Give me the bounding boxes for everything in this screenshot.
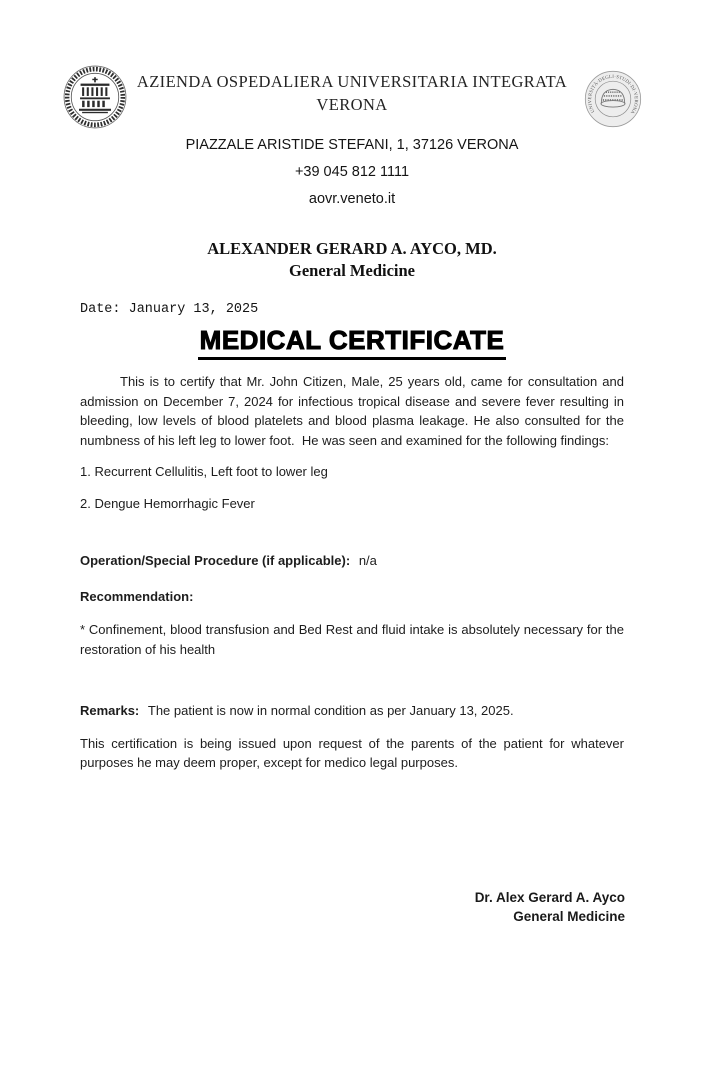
finding-item-1: 1. Recurrent Cellulitis, Left foot to lower leg bbox=[80, 464, 328, 479]
signatory-name: Dr. Alex Gerard A. Ayco bbox=[474, 890, 625, 905]
hospital-contact-block bbox=[80, 132, 624, 213]
remarks-text: The patient is now in normal condition as per January 13, 2025. bbox=[147, 703, 514, 718]
hospital-address: PIAZZALE ARISTIDE STEFANI, 1, 37126 VERONA bbox=[185, 137, 519, 153]
physician-block bbox=[80, 238, 624, 282]
remarks-line bbox=[80, 701, 624, 721]
operation-value: n/a bbox=[358, 553, 377, 568]
recommendation-line bbox=[80, 587, 624, 607]
certification-intro: This is to certify that Mr. John Citizen, Male, 25 years old, came for consultation and admission on December 7, 2024 for infectious tropical disease and severe fever resulting in bleeding, low levels of blood platelets and blood plasma leakage. He also consulted for the numbness of his left leg to lower foot. He was seen and examined for the following findings: bbox=[80, 374, 624, 448]
physician-name: ALEXANDER GERARD A. AYCO, MD. bbox=[207, 239, 497, 258]
recommendation-label: Recommendation: bbox=[80, 588, 194, 604]
hospital-name-block bbox=[80, 0, 624, 116]
signature-block bbox=[475, 888, 625, 926]
hospital-name-line2: VERONA bbox=[316, 95, 388, 114]
recommendation-text: * Confinement, blood transfusion and Bed Rest and fluid intake is absolutely necessary for the restoration of his health bbox=[80, 622, 624, 657]
finding-item-2: 2. Dengue Hemorrhagic Fever bbox=[80, 495, 255, 511]
university-seal-icon bbox=[584, 70, 642, 128]
university-seal-text: UNIVERSITÀ·DEGLI·STUDI·DI·VERONA bbox=[588, 74, 638, 115]
hospital-website: aovr.veneto.it bbox=[308, 191, 396, 207]
document-title: MEDICAL CERTIFICATE bbox=[198, 325, 507, 360]
signatory-title: General Medicine bbox=[513, 909, 625, 924]
hospital-phone: +39 045 812 1111 bbox=[294, 164, 410, 180]
title-row bbox=[80, 325, 624, 360]
physician-specialty: General Medicine bbox=[288, 261, 415, 280]
closing-statement: This certification is being issued upon request of the parents of the patient for whatever purposes he may deem proper, except for medico legal purposes. bbox=[80, 735, 624, 770]
remarks-label: Remarks: bbox=[80, 703, 140, 718]
date-line: Date: January 13, 2025 bbox=[80, 302, 259, 317]
operation-label: Operation/Special Procedure (if applicable): bbox=[80, 553, 351, 568]
hospital-seal-icon bbox=[62, 64, 128, 130]
operation-line bbox=[80, 551, 624, 571]
hospital-name-line1: AZIENDA OSPEDALIERA UNIVERSITARIA INTEGRATA bbox=[136, 72, 568, 91]
